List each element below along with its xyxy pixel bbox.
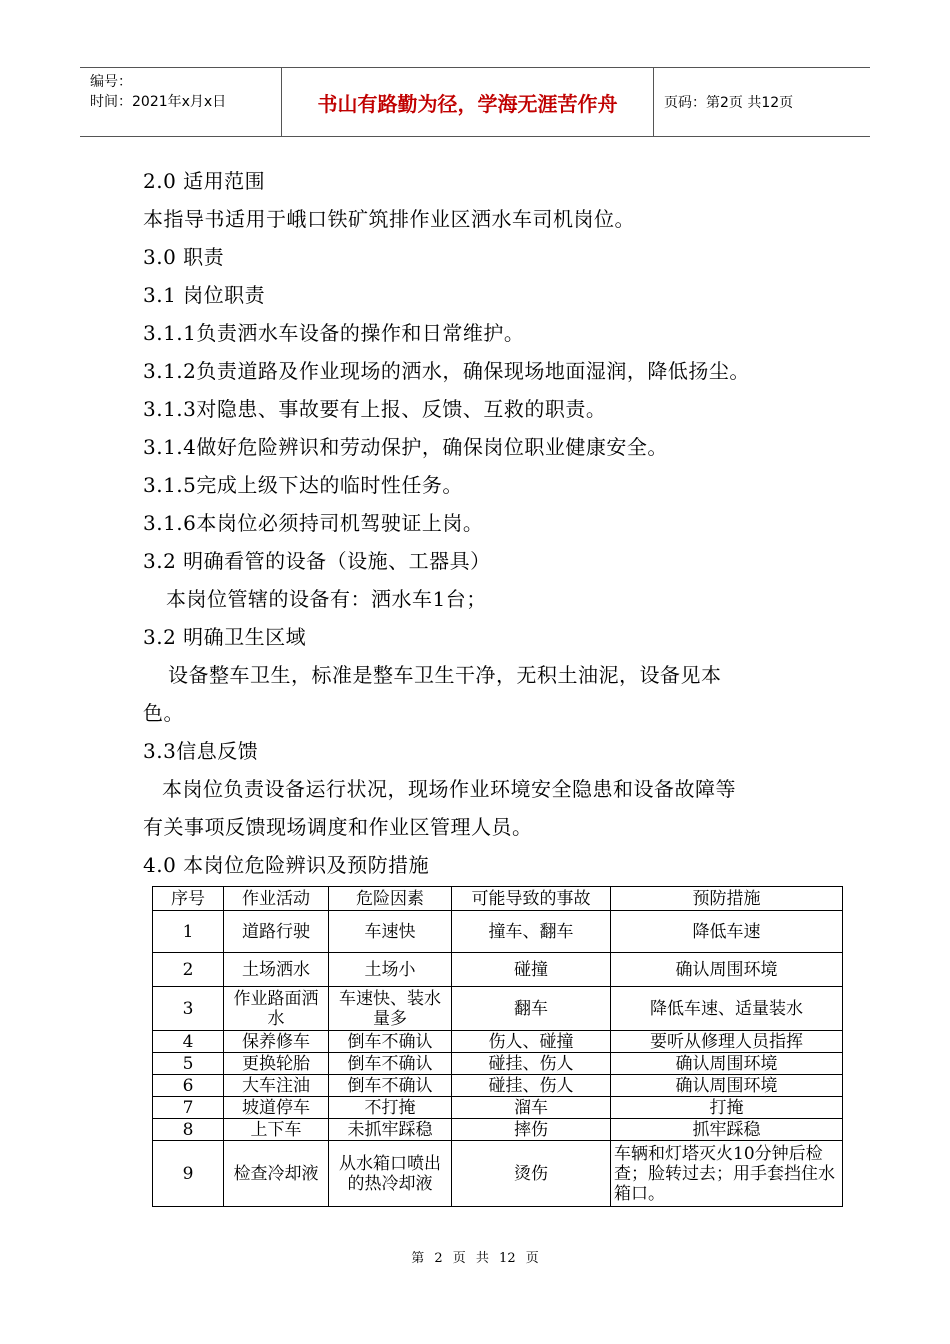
page-footer: 第 2 页 共 12 页 [411,1251,539,1266]
table-row [153,1119,843,1141]
table-cell: 8 [153,1119,224,1141]
body-text: 3.1.6本岗位必须持司机驾驶证上岗。 [143,511,484,535]
table-cell: 降低车速、适量装水 [611,987,843,1031]
body-text: 有关事项反馈现场调度和作业区管理人员。 [143,815,533,839]
table-row [153,1075,843,1097]
section-title: 3.2 明确卫生区域 [143,625,307,649]
table-cell: 撞车、翻车 [452,911,611,953]
table-cell: 5 [153,1053,224,1075]
table-header-cell: 可能导致的事故 [452,887,611,911]
section-title: 2.0 适用范围 [143,169,266,193]
table-cell: 碰挂、伤人 [452,1053,611,1075]
table-cell: 确认周围环境 [611,953,843,987]
table-cell: 车辆和灯塔灭火10分钟后检查；脸转过去；用手套挡住水箱口。 [611,1141,843,1207]
table-cell: 大车注油 [224,1075,329,1097]
body-text: 本指导书适用于峨口铁矿筑排作业区洒水车司机岗位。 [143,207,635,231]
table-cell: 摔伤 [452,1119,611,1141]
table-row [153,1097,843,1119]
table-row [153,953,843,987]
table-cell: 倒车不确认 [329,1031,452,1053]
table-cell: 4 [153,1031,224,1053]
table-cell: 降低车速 [611,911,843,953]
body-text: 3.1.1负责洒水车设备的操作和日常维护。 [143,321,525,345]
table-row [153,1141,843,1207]
table-row [153,1053,843,1075]
hazard-table [152,886,843,1207]
doc-time-label: 时间：2021年x月x日 [90,94,227,110]
header-page-info: 页码：第2页 共12页 [664,95,794,111]
doc-number-label: 编号： [90,74,132,90]
table-cell: 作业路面洒水 [224,987,329,1031]
table-cell: 道路行驶 [224,911,329,953]
table-cell: 确认周围环境 [611,1053,843,1075]
table-header-cell: 序号 [153,887,224,911]
table-cell: 7 [153,1097,224,1119]
table-cell: 保养修车 [224,1031,329,1053]
body-text: 3.1.2负责道路及作业现场的洒水，确保现场地面湿润，降低扬尘。 [143,359,750,383]
table-header-cell: 危险因素 [329,887,452,911]
body-text: 色。 [143,701,184,725]
table-cell: 伤人、碰撞 [452,1031,611,1053]
table-cell: 检查冷却液 [224,1141,329,1207]
table-cell: 要听从修理人员指挥 [611,1031,843,1053]
table-cell: 3 [153,987,224,1031]
header-motto: 书山有路勤为径，学海无涯苦作舟 [282,68,654,136]
table-cell: 碰撞 [452,953,611,987]
table-cell: 打掩 [611,1097,843,1119]
body-text: 设备整车卫生，标准是整车卫生干净，无积土油泥，设备见本 [168,663,722,687]
section-title: 3.2 明确看管的设备（设施、工器具） [143,549,491,573]
table-cell: 确认周围环境 [611,1075,843,1097]
table-header-row [153,887,843,911]
table-header-cell: 作业活动 [224,887,329,911]
table-cell: 溜车 [452,1097,611,1119]
table-cell: 不打掩 [329,1097,452,1119]
table-cell: 车速快 [329,911,452,953]
body-text: 3.1.4做好危险辨识和劳动保护，确保岗位职业健康安全。 [143,435,668,459]
table-cell: 6 [153,1075,224,1097]
table-cell: 更换轮胎 [224,1053,329,1075]
table-cell: 2 [153,953,224,987]
table-cell: 上下车 [224,1119,329,1141]
body-text: 本岗位管辖的设备有：洒水车1台； [166,587,487,611]
body-text: 3.1.3对隐患、事故要有上报、反馈、互救的职责。 [143,397,607,421]
table-cell: 倒车不确认 [329,1053,452,1075]
table-row [153,911,843,953]
table-cell: 未抓牢踩稳 [329,1119,452,1141]
table-cell: 烫伤 [452,1141,611,1207]
section-title: 4.0 本岗位危险辨识及预防措施 [143,853,430,877]
body-text: 本岗位负责设备运行状况，现场作业环境安全隐患和设备故障等 [162,777,736,801]
table-cell: 车速快、装水量多 [329,987,452,1031]
section-title: 3.0 职责 [143,245,225,269]
section-title: 3.3信息反馈 [143,739,259,763]
table-cell: 翻车 [452,987,611,1031]
body-text: 3.1.5完成上级下达的临时性任务。 [143,473,463,497]
table-row [153,987,843,1031]
table-row [153,1031,843,1053]
table-cell: 9 [153,1141,224,1207]
table-cell: 土场洒水 [224,953,329,987]
table-cell: 抓牢踩稳 [611,1119,843,1141]
table-cell: 坡道停车 [224,1097,329,1119]
table-header-cell: 预防措施 [611,887,843,911]
header-meta [80,68,282,136]
table-cell: 倒车不确认 [329,1075,452,1097]
table-cell: 从水箱口喷出的热冷却液 [329,1141,452,1207]
section-title: 3.1 岗位职责 [143,283,266,307]
table-cell: 1 [153,911,224,953]
table-cell: 土场小 [329,953,452,987]
page-header [80,67,870,137]
table-cell: 碰挂、伤人 [452,1075,611,1097]
